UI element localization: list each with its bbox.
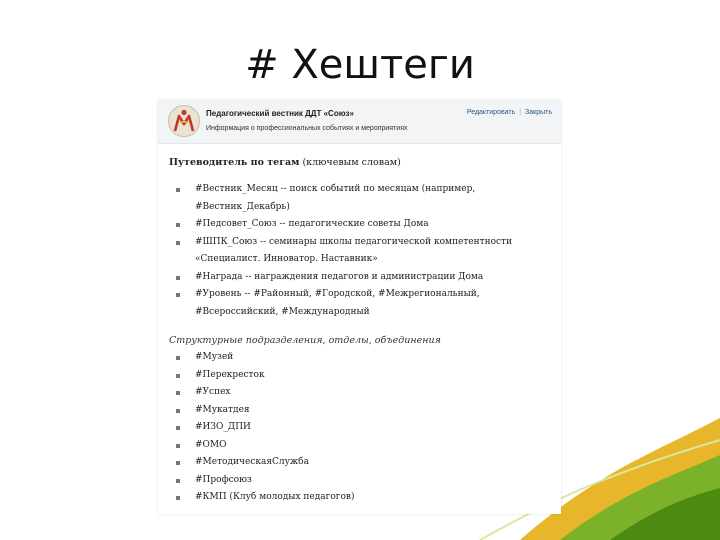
guide-title-rest: (ключевым словам): [299, 157, 401, 168]
post-body: [169, 157, 554, 507]
edit-link[interactable]: Редактировать: [466, 109, 516, 116]
hashtag-link[interactable]: #Успех: [195, 387, 231, 397]
list-item: [169, 367, 554, 385]
list-item: [169, 286, 554, 321]
list-item: [169, 269, 554, 287]
hashtag-link[interactable]: #КМП (Клуб молодых педагогов): [195, 492, 355, 502]
guide-item-line[interactable]: #Уровень -- #Районный, #Городской, #Межрегиональный,: [195, 289, 480, 299]
hashtag-link[interactable]: #Перекресток: [195, 369, 265, 380]
guide-heading: [169, 157, 554, 169]
structural-heading: Структурные подразделения, отделы, объединения: [169, 335, 441, 346]
guide-title-bold: Путеводитель по тегам: [169, 157, 300, 168]
actions-separator: |: [519, 109, 522, 116]
list-item: [169, 402, 554, 420]
guide-list: [169, 181, 554, 321]
list-item: [169, 419, 554, 437]
hashtag-link[interactable]: #МетодическаяСлужба: [195, 457, 309, 467]
group-screenshot: [158, 100, 561, 514]
list-item: [169, 181, 554, 216]
group-name: Педагогический вестник ДДТ «Союз»: [206, 109, 354, 118]
guide-item-line: #Вестник_Декабрь): [195, 201, 290, 212]
group-logo: [168, 105, 200, 137]
guide-item-line[interactable]: #ШПК_Союз -- семинары школы педагогической компетентности: [195, 236, 513, 247]
hashtag-link[interactable]: #ОМО: [195, 439, 227, 450]
list-item: [169, 234, 554, 269]
guide-item-line: #Всероссийский, #Международный: [195, 306, 370, 317]
guide-item-line[interactable]: #Педсовет_Союз -- педагогические советы Дома: [195, 219, 429, 229]
list-item: [169, 384, 554, 402]
list-item: [169, 349, 554, 367]
slide-title: # Хештеги: [245, 42, 475, 88]
group-description: Информация о профессиональных событиях и мероприятиях: [206, 125, 408, 132]
list-item: [169, 472, 554, 490]
list-item: [169, 489, 554, 507]
list-item: [169, 216, 554, 234]
hashtag-link[interactable]: #Профсоюз: [195, 474, 252, 485]
close-link[interactable]: Закрыть: [525, 109, 552, 116]
guide-item-line[interactable]: #Вестник_Месяц -- поиск событий по месяцам (например,: [195, 184, 476, 194]
hashtag-link[interactable]: #Музей: [195, 352, 234, 362]
structural-tag-list: [169, 349, 554, 507]
list-item: [169, 437, 554, 455]
group-actions: [467, 109, 552, 116]
hashtag-link[interactable]: #ИЗО_ДПИ: [195, 422, 251, 432]
hashtag-link[interactable]: #Мукатдея: [195, 404, 250, 415]
guide-item-line[interactable]: #Награда -- награждения педагогов и администрации Дома: [195, 271, 484, 282]
list-item: [169, 454, 554, 472]
guide-item-line: «Специалист. Инноватор. Наставник»: [195, 254, 378, 264]
group-header: [158, 100, 561, 144]
